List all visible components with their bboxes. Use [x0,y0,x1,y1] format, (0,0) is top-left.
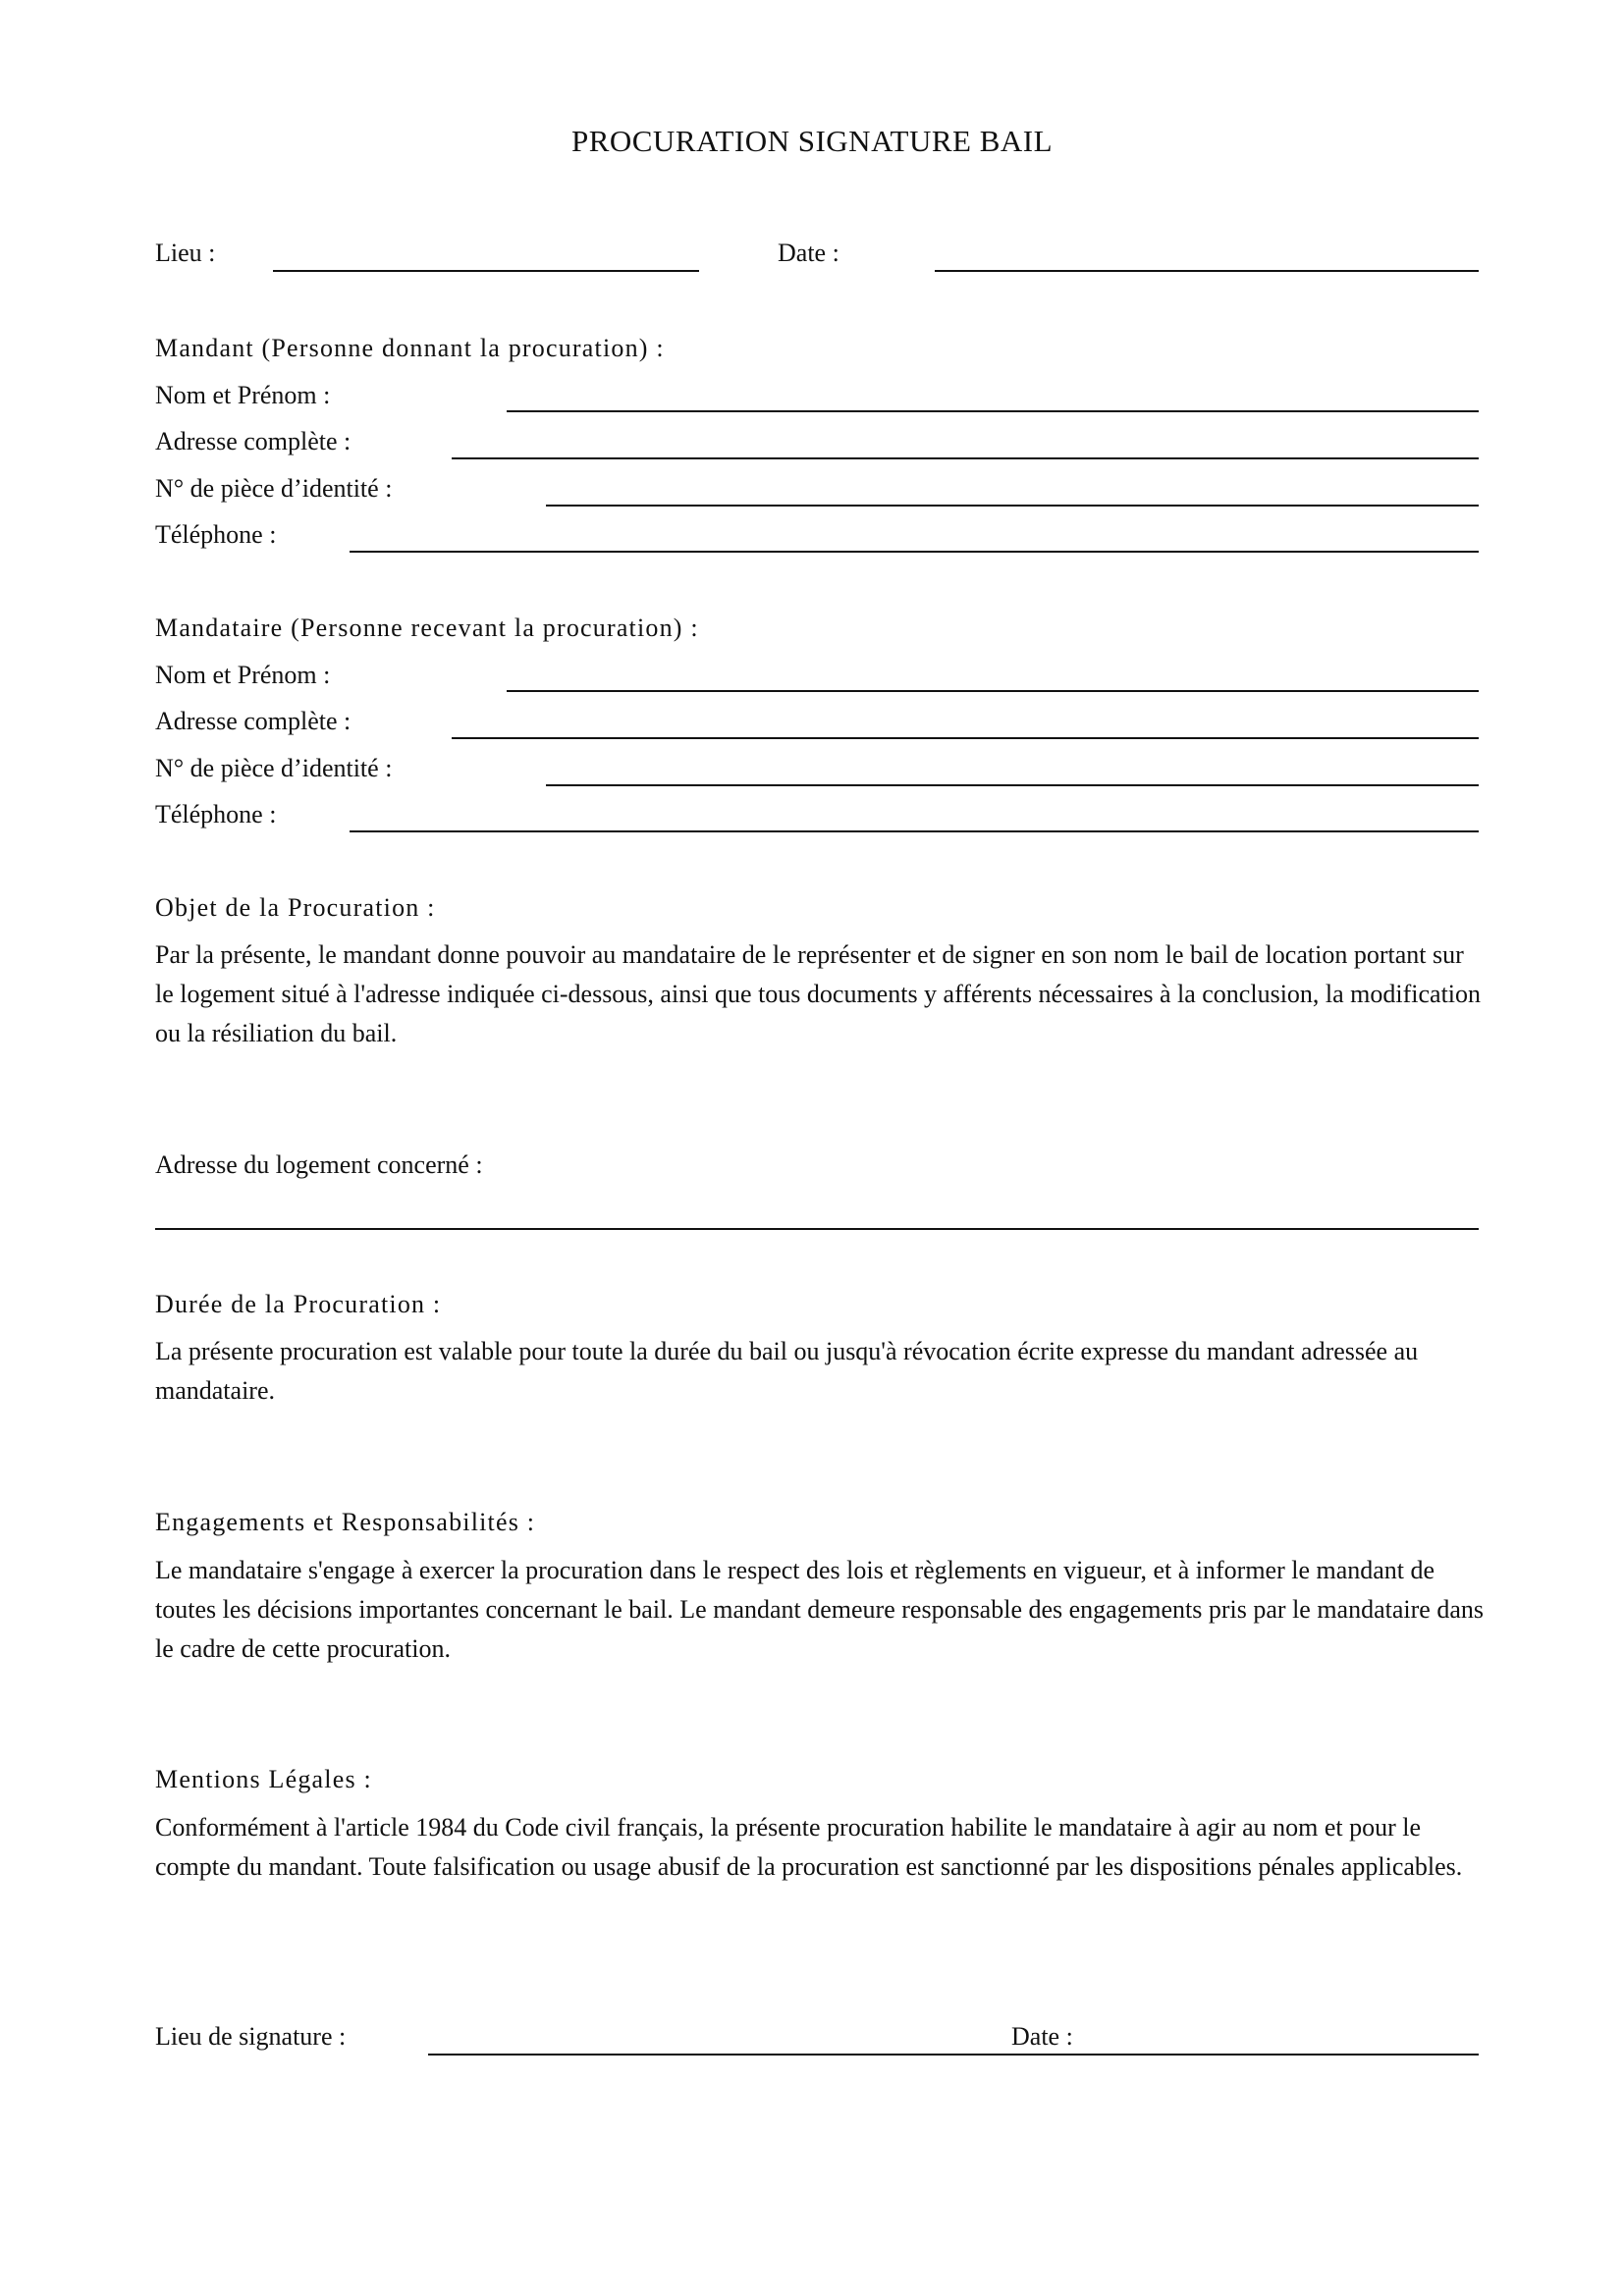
place-field-line[interactable] [273,270,699,272]
mandant-name-field-line[interactable] [507,410,1479,412]
mandant-phone-label: Téléphone : [155,520,277,549]
duree-heading: Durée de la Procuration : [155,1290,442,1318]
mandant-name-label: Nom et Prénom : [155,381,331,409]
mentions-text: Conformément à l'article 1984 du Code civil français, la présente procuration habilite le mandataire à agir au nom et pour le compte du mandant. Toute falsification ou usage abusif de la procuration est sanctionné par les dispositions pénales applicables. [155,1813,1463,1881]
mandant-phone-field-line[interactable] [350,551,1479,553]
mandataire-name-field-line[interactable] [507,690,1479,692]
signature-place-label: Lieu de signature : [155,2022,347,2051]
date-field-line[interactable] [935,270,1479,272]
mandataire-id-field-line[interactable] [546,784,1479,786]
objet-heading: Objet de la Procuration : [155,893,436,922]
mandant-address-label: Adresse complète : [155,427,352,455]
logement-address-field-line[interactable] [155,1228,1479,1230]
mandataire-phone-label: Téléphone : [155,800,277,828]
engagements-text: Le mandataire s'engage à exercer la procuration dans le respect des lois et règlements en vigueur, et à informer le mandant de toutes les décisions importantes concernant le bail. Le mandant demeure responsable des engagements pris par le mandataire dans le cadre de cette procuration. [155,1556,1484,1663]
date-label: Date : [778,239,839,267]
mentions-heading: Mentions Légales : [155,1765,372,1793]
signature-date-label: Date : [1011,2022,1073,2051]
signature-field-line[interactable] [428,2054,1479,2056]
place-label: Lieu : [155,239,216,267]
duree-text: La présente procuration est valable pour toute la durée du bail ou jusqu'à révocation écrite expresse du mandant adressée au mandataire. [155,1337,1419,1405]
mandataire-heading: Mandataire (Personne recevant la procuration) : [155,614,699,642]
mandant-address-field-line[interactable] [452,457,1479,459]
logement-address-label: Adresse du logement concerné : [155,1150,483,1179]
mandataire-address-field-line[interactable] [452,737,1479,739]
mandant-heading: Mandant (Personne donnant la procuration) : [155,334,665,362]
mandataire-name-label: Nom et Prénom : [155,661,331,689]
engagements-heading: Engagements et Responsabilités : [155,1508,536,1536]
mandataire-id-label: N° de pièce d’identité : [155,754,393,782]
document-title: PROCURATION SIGNATURE BAIL [570,124,1054,158]
mandant-id-field-line[interactable] [546,505,1479,507]
objet-text: Par la présente, le mandant donne pouvoir au mandataire de le représenter et de signer en son nom le bail de location portant sur le logement situé à l'adresse indiquée ci-dessous, ainsi que tous documents y afférents nécessaires à la conclusion, la modification ou la résiliation du bail. [155,940,1482,1047]
mandataire-address-label: Adresse complète : [155,707,352,735]
mandant-id-label: N° de pièce d’identité : [155,474,393,503]
mandataire-phone-field-line[interactable] [350,830,1479,832]
